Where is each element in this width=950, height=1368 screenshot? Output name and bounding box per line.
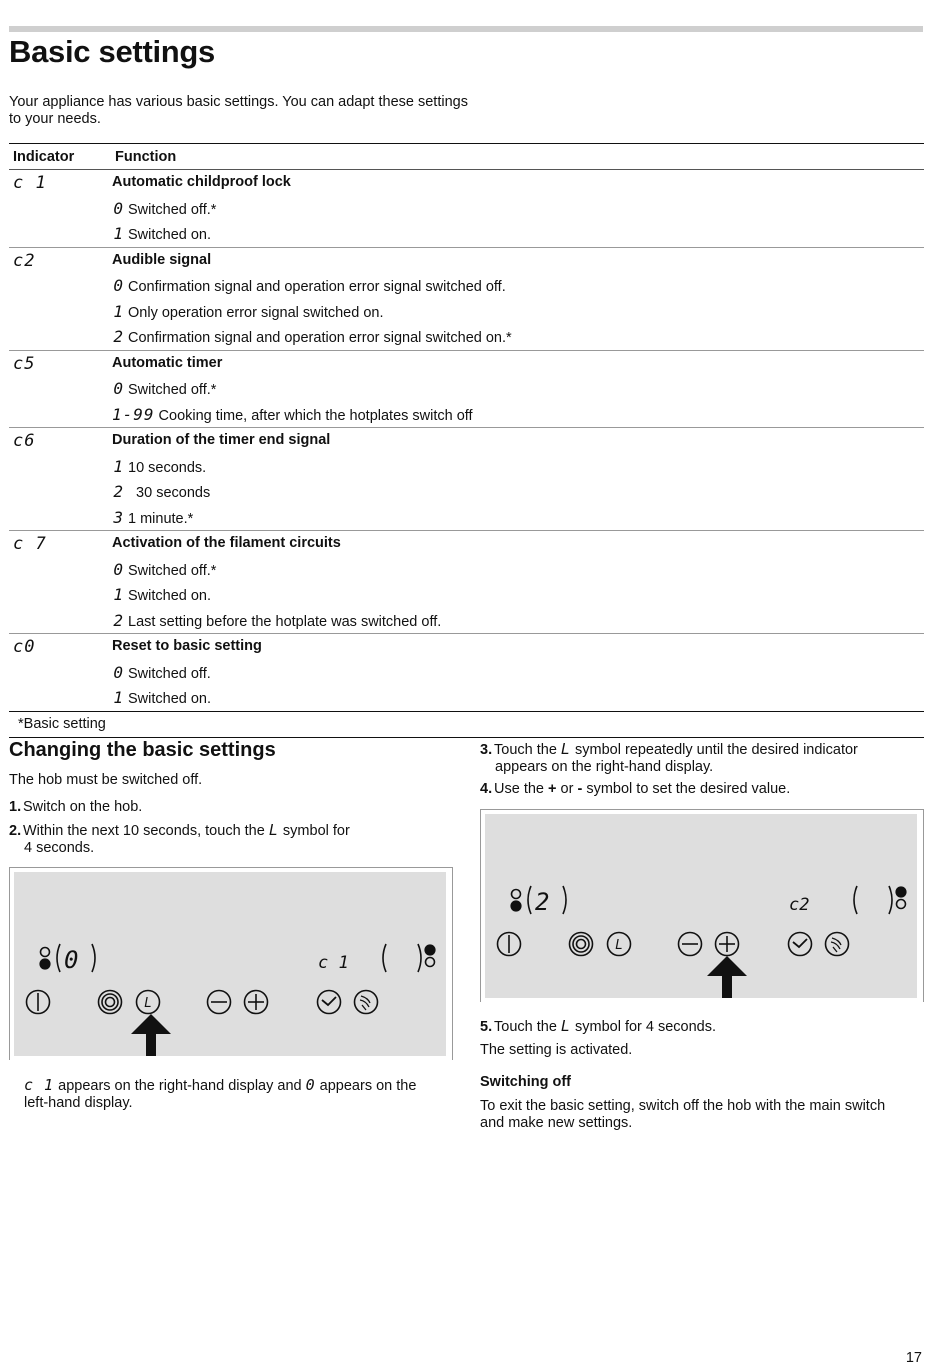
- indicator-code: c 1: [24, 1076, 55, 1094]
- option-code: 0: [113, 198, 124, 218]
- timer-symbol-glyph: L: [144, 996, 152, 1011]
- indicator-light-icon: [897, 900, 906, 909]
- option-text: 10 seconds.: [128, 459, 207, 476]
- option-text: 1 minute.*: [128, 510, 194, 527]
- control-panel-1: [9, 867, 453, 1060]
- hotplate-select-icon: [102, 994, 118, 1010]
- indicator-code: c0: [13, 637, 36, 657]
- option-row: [112, 402, 924, 428]
- indicator-light-icon: [896, 887, 906, 897]
- option-code: 0: [113, 559, 124, 579]
- option-code: 3: [113, 507, 124, 527]
- step-text: symbol for 4 seconds.: [574, 1019, 717, 1035]
- step-text: Touch the: [494, 1019, 557, 1035]
- step-number: 2.: [9, 823, 22, 839]
- indicator-code: c2: [13, 250, 36, 271]
- step-number: 1.: [9, 799, 22, 815]
- option-code: 2: [113, 482, 124, 501]
- header-rule: [9, 26, 923, 32]
- step-1: [9, 799, 142, 816]
- step-text: symbol for: [282, 823, 350, 839]
- step-text: Use the: [494, 781, 544, 797]
- right-bracket: [92, 944, 95, 972]
- page-number: 17: [905, 1350, 922, 1366]
- option-row: [112, 454, 924, 480]
- option-text: Only operation error signal switched on.: [128, 304, 384, 321]
- step-4: [480, 781, 920, 798]
- table-row: [9, 170, 924, 248]
- option-text: Switched off.*: [128, 562, 217, 579]
- step-text: symbol repeatedly until the desired indicator: [574, 742, 858, 758]
- left-display: 2: [535, 888, 550, 916]
- indicator-light-icon: [512, 890, 521, 899]
- right-bracket: [563, 886, 566, 914]
- settings-table: [9, 143, 924, 738]
- option-row: [112, 505, 924, 531]
- control-panel-graphic: [14, 872, 446, 1056]
- arrow-up-icon: [131, 1014, 171, 1056]
- right-display: c2: [789, 895, 810, 915]
- left-display: 0: [64, 946, 79, 974]
- function-title: Activation of the filament circuits: [112, 535, 341, 551]
- option-code: 1: [113, 585, 124, 604]
- indicator-code: 0: [305, 1076, 316, 1094]
- option-text: Switched off.: [128, 665, 211, 682]
- header-function: Function: [112, 144, 924, 170]
- table-row: [9, 350, 924, 428]
- step-text: Within the next 10 seconds, touch the: [23, 823, 265, 839]
- option-row: [112, 557, 924, 583]
- control-panel-2: [480, 809, 924, 1002]
- option-text: Switched on.: [128, 227, 212, 243]
- option-code: 1: [113, 456, 124, 476]
- option-row: [112, 299, 924, 325]
- option-row: [112, 273, 924, 299]
- option-code: 0: [113, 276, 124, 295]
- table-row: [9, 428, 924, 531]
- function-title: Duration of the timer end signal: [112, 432, 331, 448]
- section-heading: Changing the basic settings: [9, 739, 276, 761]
- function-title: Audible signal: [112, 251, 212, 268]
- step-3: [480, 741, 920, 776]
- switching-off-heading: Switching off: [480, 1074, 572, 1090]
- option-row: [112, 608, 924, 634]
- option-row: [112, 376, 924, 402]
- body-text: and make new settings.: [480, 1115, 633, 1131]
- left-bracket: [854, 886, 857, 914]
- right-display: c 1: [318, 953, 349, 973]
- option-row: [112, 479, 924, 505]
- option-text: Switched on.: [128, 691, 212, 707]
- step-5: [480, 1018, 920, 1036]
- option-text: Confirmation signal and operation error signal switched on.*: [128, 330, 512, 346]
- table-footnote: *Basic setting: [9, 711, 924, 737]
- indicator-code: c6: [13, 431, 36, 451]
- option-text: Cooking time, after which the hotplates switch off: [158, 407, 473, 424]
- body-text: appears on the: [319, 1078, 417, 1094]
- step-text: or: [560, 781, 574, 797]
- indicator-light-icon: [511, 901, 521, 911]
- page-title: Basic settings: [9, 34, 215, 69]
- timer-symbol-glyph: L: [615, 938, 623, 953]
- step-number: 5.: [480, 1019, 493, 1035]
- childlock-icon: [826, 933, 849, 956]
- option-row: [112, 196, 924, 222]
- option-code: 1: [113, 224, 124, 243]
- indicator-code: c 7: [13, 534, 47, 554]
- body-text: left-hand display.: [24, 1095, 133, 1111]
- body-text: appears on the right-hand display and: [58, 1078, 302, 1094]
- childlock-icon: [355, 991, 378, 1014]
- after-step2-text: [24, 1077, 454, 1112]
- intro-text: Your appliance has various basic settings. You can adapt these settings to your needs.: [9, 94, 468, 127]
- table-row: [9, 247, 924, 350]
- activated-text: The setting is activated.: [480, 1042, 633, 1058]
- step-text: 4 seconds.: [24, 840, 95, 856]
- option-row: [112, 221, 924, 247]
- table-footnote-row: [9, 711, 924, 737]
- left-bracket: [528, 886, 531, 914]
- option-code: 0: [113, 379, 124, 398]
- option-code: 1: [113, 301, 124, 321]
- table-row: [9, 634, 924, 712]
- option-text: Switched on.: [128, 588, 212, 604]
- timer-symbol: L: [560, 1017, 571, 1035]
- step-text: Touch the: [494, 742, 557, 758]
- option-code: 1: [113, 688, 124, 707]
- option-row: [112, 582, 924, 608]
- function-title: Reset to basic setting: [112, 638, 262, 654]
- option-row: [112, 324, 924, 350]
- right-bracket: [418, 944, 421, 972]
- option-code: 2: [113, 610, 124, 630]
- function-title: Automatic childproof lock: [112, 174, 291, 190]
- minus-symbol: -: [577, 781, 583, 797]
- option-code: 1-99: [112, 404, 155, 424]
- arrow-up-icon: [707, 956, 747, 998]
- step-text: Switch on the hob.: [23, 799, 143, 815]
- step-number: 4.: [480, 781, 493, 797]
- body-text: To exit the basic setting, switch off the hob with the main switch: [480, 1098, 886, 1114]
- option-text: Last setting before the hotplate was switched off.: [128, 613, 442, 630]
- step-text: symbol to set the desired value.: [586, 781, 791, 797]
- option-code: 0: [113, 662, 124, 682]
- control-panel-graphic: [485, 814, 917, 998]
- indicator-light-icon: [425, 945, 435, 955]
- prerequisite-text: The hob must be switched off.: [9, 772, 203, 788]
- option-row: [112, 660, 924, 686]
- clock-icon: [318, 991, 341, 1014]
- right-bracket: [889, 886, 892, 914]
- timer-symbol: L: [268, 821, 279, 839]
- header-indicator: Indicator: [9, 144, 112, 170]
- indicator-code: c5: [13, 353, 36, 374]
- option-code: 2: [113, 327, 124, 346]
- plus-symbol: +: [548, 781, 557, 797]
- step-number: 3.: [480, 742, 493, 758]
- table-row: [9, 531, 924, 634]
- left-bracket: [57, 944, 60, 972]
- option-text: Switched off.*: [128, 382, 217, 398]
- option-row: [112, 685, 924, 711]
- left-bracket: [383, 944, 386, 972]
- function-title: Automatic timer: [112, 354, 223, 371]
- option-text: 30 seconds: [128, 485, 211, 501]
- option-text: Switched off.*: [128, 201, 217, 218]
- indicator-code: c 1: [13, 173, 47, 193]
- indicator-light-icon: [41, 948, 50, 957]
- hotplate-select-icon: [106, 998, 115, 1007]
- step-text: appears on the right-hand display.: [495, 759, 714, 775]
- switching-off-text: [480, 1098, 925, 1132]
- indicator-light-icon: [40, 959, 50, 969]
- indicator-light-icon: [426, 958, 435, 967]
- clock-icon: [789, 933, 812, 956]
- timer-symbol: L: [560, 740, 571, 758]
- option-text: Confirmation signal and operation error signal switched off.: [128, 279, 506, 295]
- step-2: [9, 822, 350, 857]
